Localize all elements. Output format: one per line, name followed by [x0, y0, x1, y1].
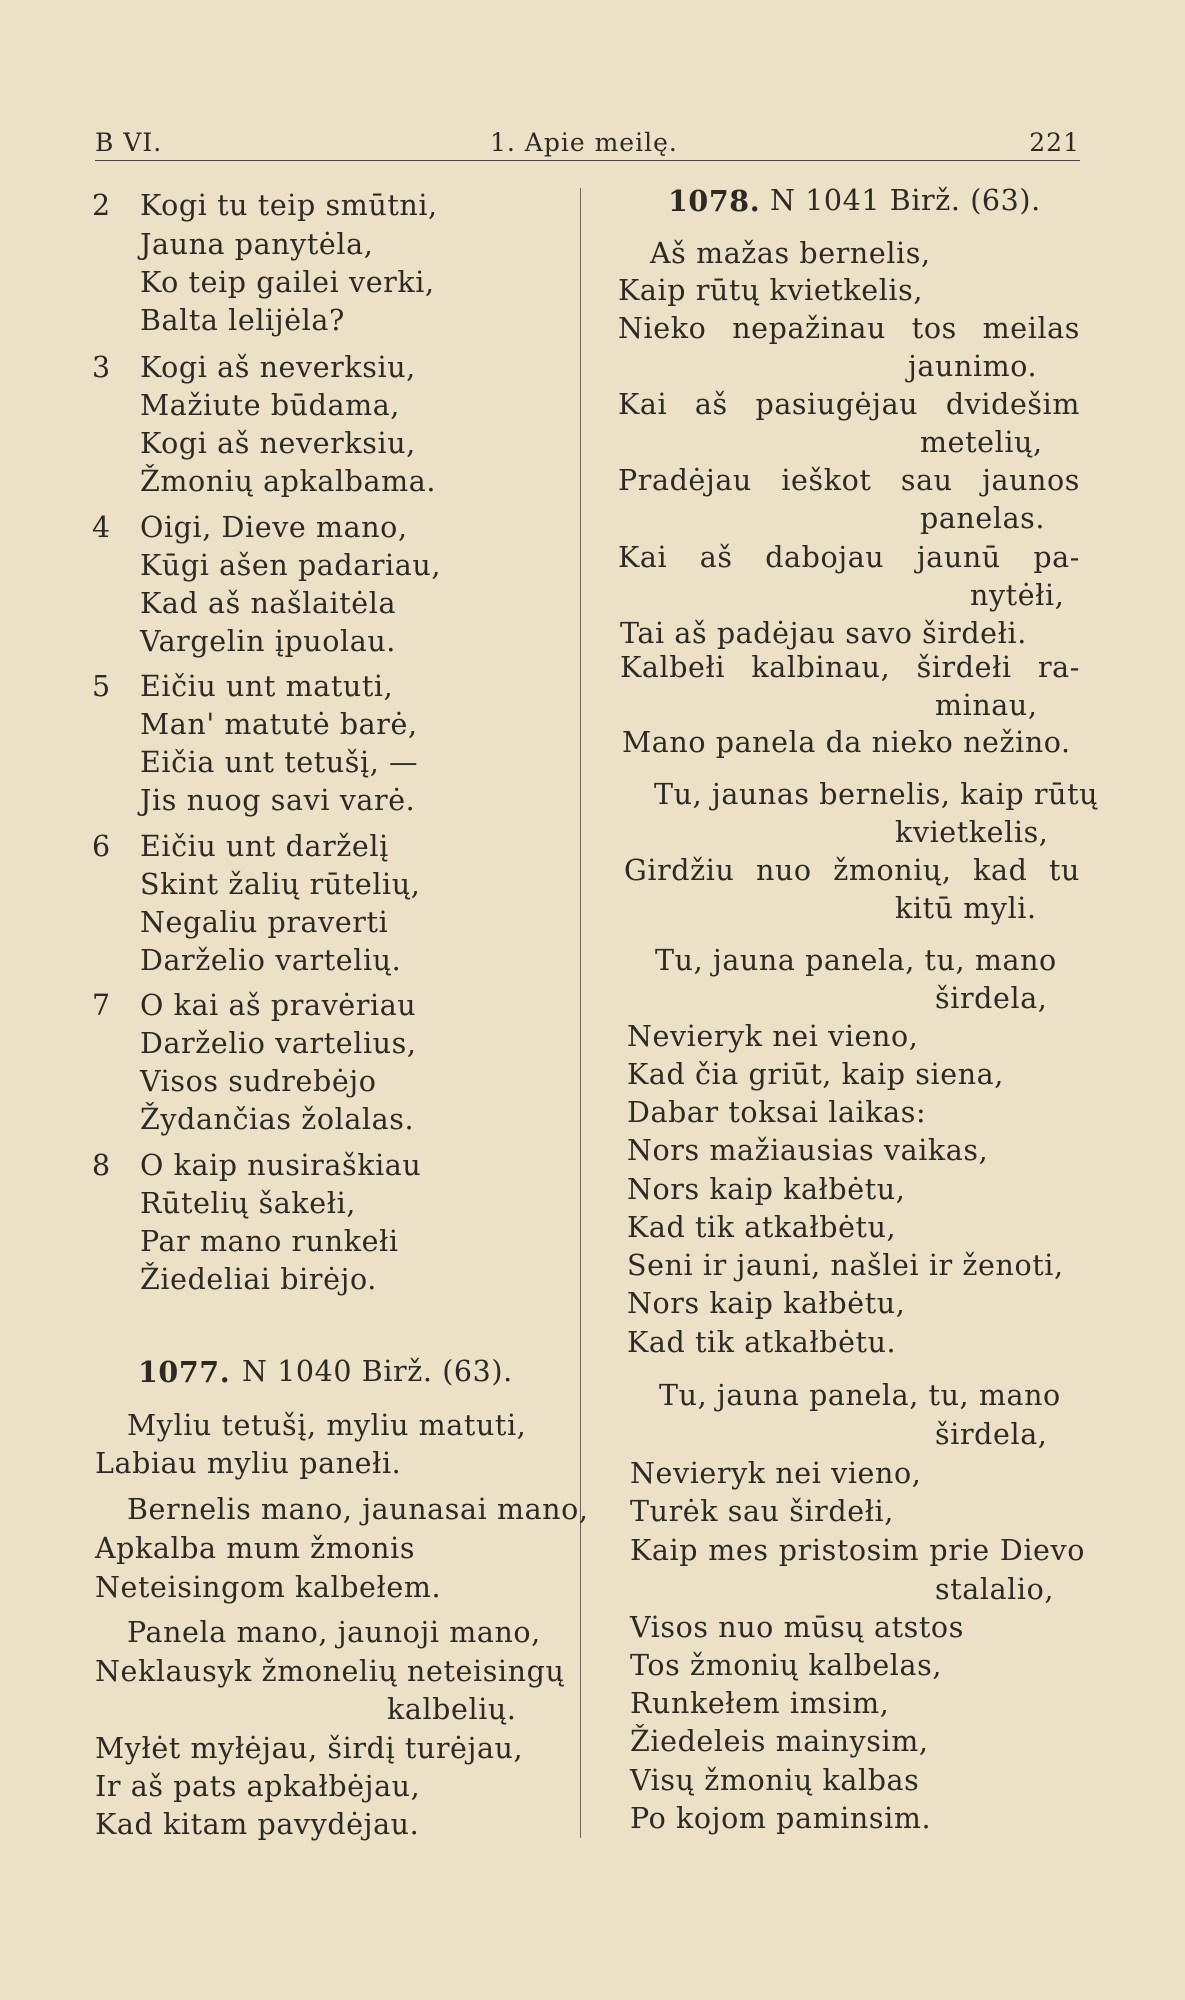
verse-line: Apkalba mum žmonis: [95, 1532, 416, 1565]
verse-line: kitū myli.: [895, 892, 1037, 925]
verse-line: širdela,: [935, 1418, 1048, 1451]
verse-line: Po kojom paminsim.: [630, 1802, 932, 1835]
song-source: N 1041 Birž. (63).: [770, 184, 1041, 217]
verse-line: Kaip mes pristosim prie Dievo: [630, 1534, 1085, 1567]
verse-line: Jis nuog savi varė.: [140, 784, 416, 817]
verse-line: Žiedeleis mainysim,: [630, 1725, 929, 1758]
verse-line: Jauna panytėla,: [140, 228, 374, 261]
verse-line: Skint žalių rūtelių,: [140, 868, 421, 901]
verse-line: širdela,: [935, 982, 1048, 1015]
stanza-number: 8: [92, 1149, 111, 1182]
header-section: B VI.: [95, 128, 163, 157]
verse-line: Eičiu unt matuti,: [140, 670, 394, 703]
verse-line: Kogi aš neverksiu,: [140, 351, 416, 384]
verse-line: Negaliu praverti: [140, 906, 389, 939]
verse-line: Neklausyk žmonelių neteisingų: [95, 1655, 565, 1688]
verse-line: Žiedeliai birėjo.: [140, 1263, 377, 1296]
verse-line: Nevieryk nei vieno,: [627, 1020, 919, 1053]
verse-line: Dabar toksai laikas:: [627, 1096, 927, 1129]
verse-line: Kogi aš neverksiu,: [140, 427, 416, 460]
verse-line: Nors kaip kałbėtu,: [627, 1287, 906, 1320]
header-chapter-title: 1. Apie meilę.: [490, 128, 678, 157]
verse-line: Seni ir jauni, našlei ir ženoti,: [627, 1249, 1064, 1282]
verse-line: Kūgi ašen padariau,: [140, 549, 441, 582]
verse-line: Visos nuo mūsų atstos: [630, 1611, 964, 1644]
verse-line: Balta lelijėla?: [140, 304, 345, 337]
verse-line: Ko teip gailei verki,: [140, 266, 435, 299]
verse-line: Neteisingom kalbełem.: [95, 1571, 442, 1604]
stanza-number: 7: [92, 989, 111, 1022]
stanza-number: 4: [92, 511, 111, 544]
verse-line: Nevieryk nei vieno,: [630, 1457, 922, 1490]
verse-line: Pradėjau ieškot sau jaunos: [618, 464, 1080, 497]
song-number: 1077.: [138, 1355, 231, 1389]
verse-line: Kai aš pasiugėjau dvidešim: [618, 388, 1080, 421]
verse-line: jaunimo.: [908, 350, 1038, 383]
verse-line: metelių,: [920, 426, 1043, 459]
verse-line: Turėk sau širdełi,: [630, 1495, 894, 1528]
verse-line: Man' matutė barė,: [140, 708, 418, 741]
stanza-number: 6: [92, 830, 111, 863]
verse-line: kvietkelis,: [895, 816, 1049, 849]
verse-line: Visos sudrebėjo: [140, 1065, 377, 1098]
verse-line: O kai aš pravėriau: [140, 989, 417, 1022]
verse-line: stalalio,: [935, 1573, 1055, 1606]
song-source: N 1040 Birž. (63).: [242, 1355, 513, 1388]
verse-line: Tai aš padėjau savo širdełi.: [620, 617, 1027, 650]
verse-line: Eičiu unt darželį: [140, 830, 389, 863]
verse-line: Myliu tetušį, myliu matuti,: [127, 1409, 527, 1442]
stanza-number: 3: [92, 351, 111, 384]
verse-line: Kogi tu teip smūtni,: [140, 189, 438, 222]
verse-line: Kalbełi kalbinau, širdełi ra-: [620, 651, 1080, 684]
verse-line: Panela mano, jaunoji mano,: [127, 1616, 541, 1649]
verse-line: kalbelių.: [387, 1693, 517, 1726]
verse-line: Kad tik atkałbėtu,: [627, 1211, 897, 1244]
stanza-number: 2: [92, 189, 111, 222]
verse-line: Ir aš pats apkałbėjau,: [95, 1770, 421, 1803]
verse-line: Kad aš našlaitėla: [140, 587, 397, 620]
verse-line: Eičia unt tetušį, —: [140, 746, 419, 779]
verse-line: Nors kaip kałbėtu,: [627, 1173, 906, 1206]
verse-line: Vargelin įpuolau.: [140, 625, 396, 658]
verse-line: Kai aš dabojau jaunū pa-: [618, 541, 1080, 574]
verse-line: Oigi, Dieve mano,: [140, 511, 408, 544]
page-number: 221: [1029, 128, 1080, 157]
verse-line: Girdžiu nuo žmonių, kad tu: [624, 854, 1080, 887]
verse-line: minau,: [935, 689, 1038, 722]
verse-line: Aš mažas bernelis,: [650, 237, 931, 270]
verse-line: Bernelis mano, jaunasai mano,: [127, 1493, 589, 1526]
verse-line: Tu, jaunas bernelis, kaip rūtų: [654, 778, 1099, 811]
verse-line: Kad tik atkałbėtu.: [627, 1326, 897, 1359]
verse-line: Žmonių apkalbama.: [140, 465, 436, 498]
verse-line: Nieko nepažinau tos meilas: [618, 312, 1080, 345]
verse-line: Darželio vartelius,: [140, 1027, 417, 1060]
song-number: 1078.: [668, 184, 761, 218]
verse-line: Labiau myliu panełi.: [95, 1447, 402, 1480]
verse-line: panelas.: [920, 502, 1046, 535]
verse-line: Runkełem imsim,: [630, 1687, 890, 1720]
verse-line: Tu, jauna panela, tu, mano: [659, 1379, 1061, 1412]
verse-line: Myłėt myłėjau, širdį turėjau,: [95, 1732, 524, 1765]
verse-line: O kaip nusiraškiau: [140, 1149, 422, 1182]
stanza-number: 5: [92, 670, 111, 703]
verse-line: Kad čia griūt, kaip siena,: [627, 1058, 1004, 1091]
verse-line: Visų žmonių kalbas: [630, 1764, 920, 1797]
verse-line: Žydančias žolalas.: [140, 1103, 415, 1136]
verse-line: Par mano runkełi: [140, 1225, 399, 1258]
verse-line: Mažiute būdama,: [140, 389, 400, 422]
verse-line: Tu, jauna panela, tu, mano: [655, 944, 1057, 977]
verse-line: Kad kitam pavydėjau.: [95, 1808, 420, 1841]
verse-line: Nors mažiausias vaikas,: [627, 1134, 989, 1167]
verse-line: Tos žmonių kalbelas,: [630, 1649, 943, 1682]
verse-line: Kaip rūtų kvietkelis,: [618, 274, 924, 307]
verse-line: Rūtelių šakełi,: [140, 1187, 356, 1220]
verse-line: Mano panela da nieko nežino.: [622, 726, 1071, 759]
verse-line: Darželio vartelių.: [140, 944, 402, 977]
verse-line: nytėłi,: [970, 579, 1065, 612]
